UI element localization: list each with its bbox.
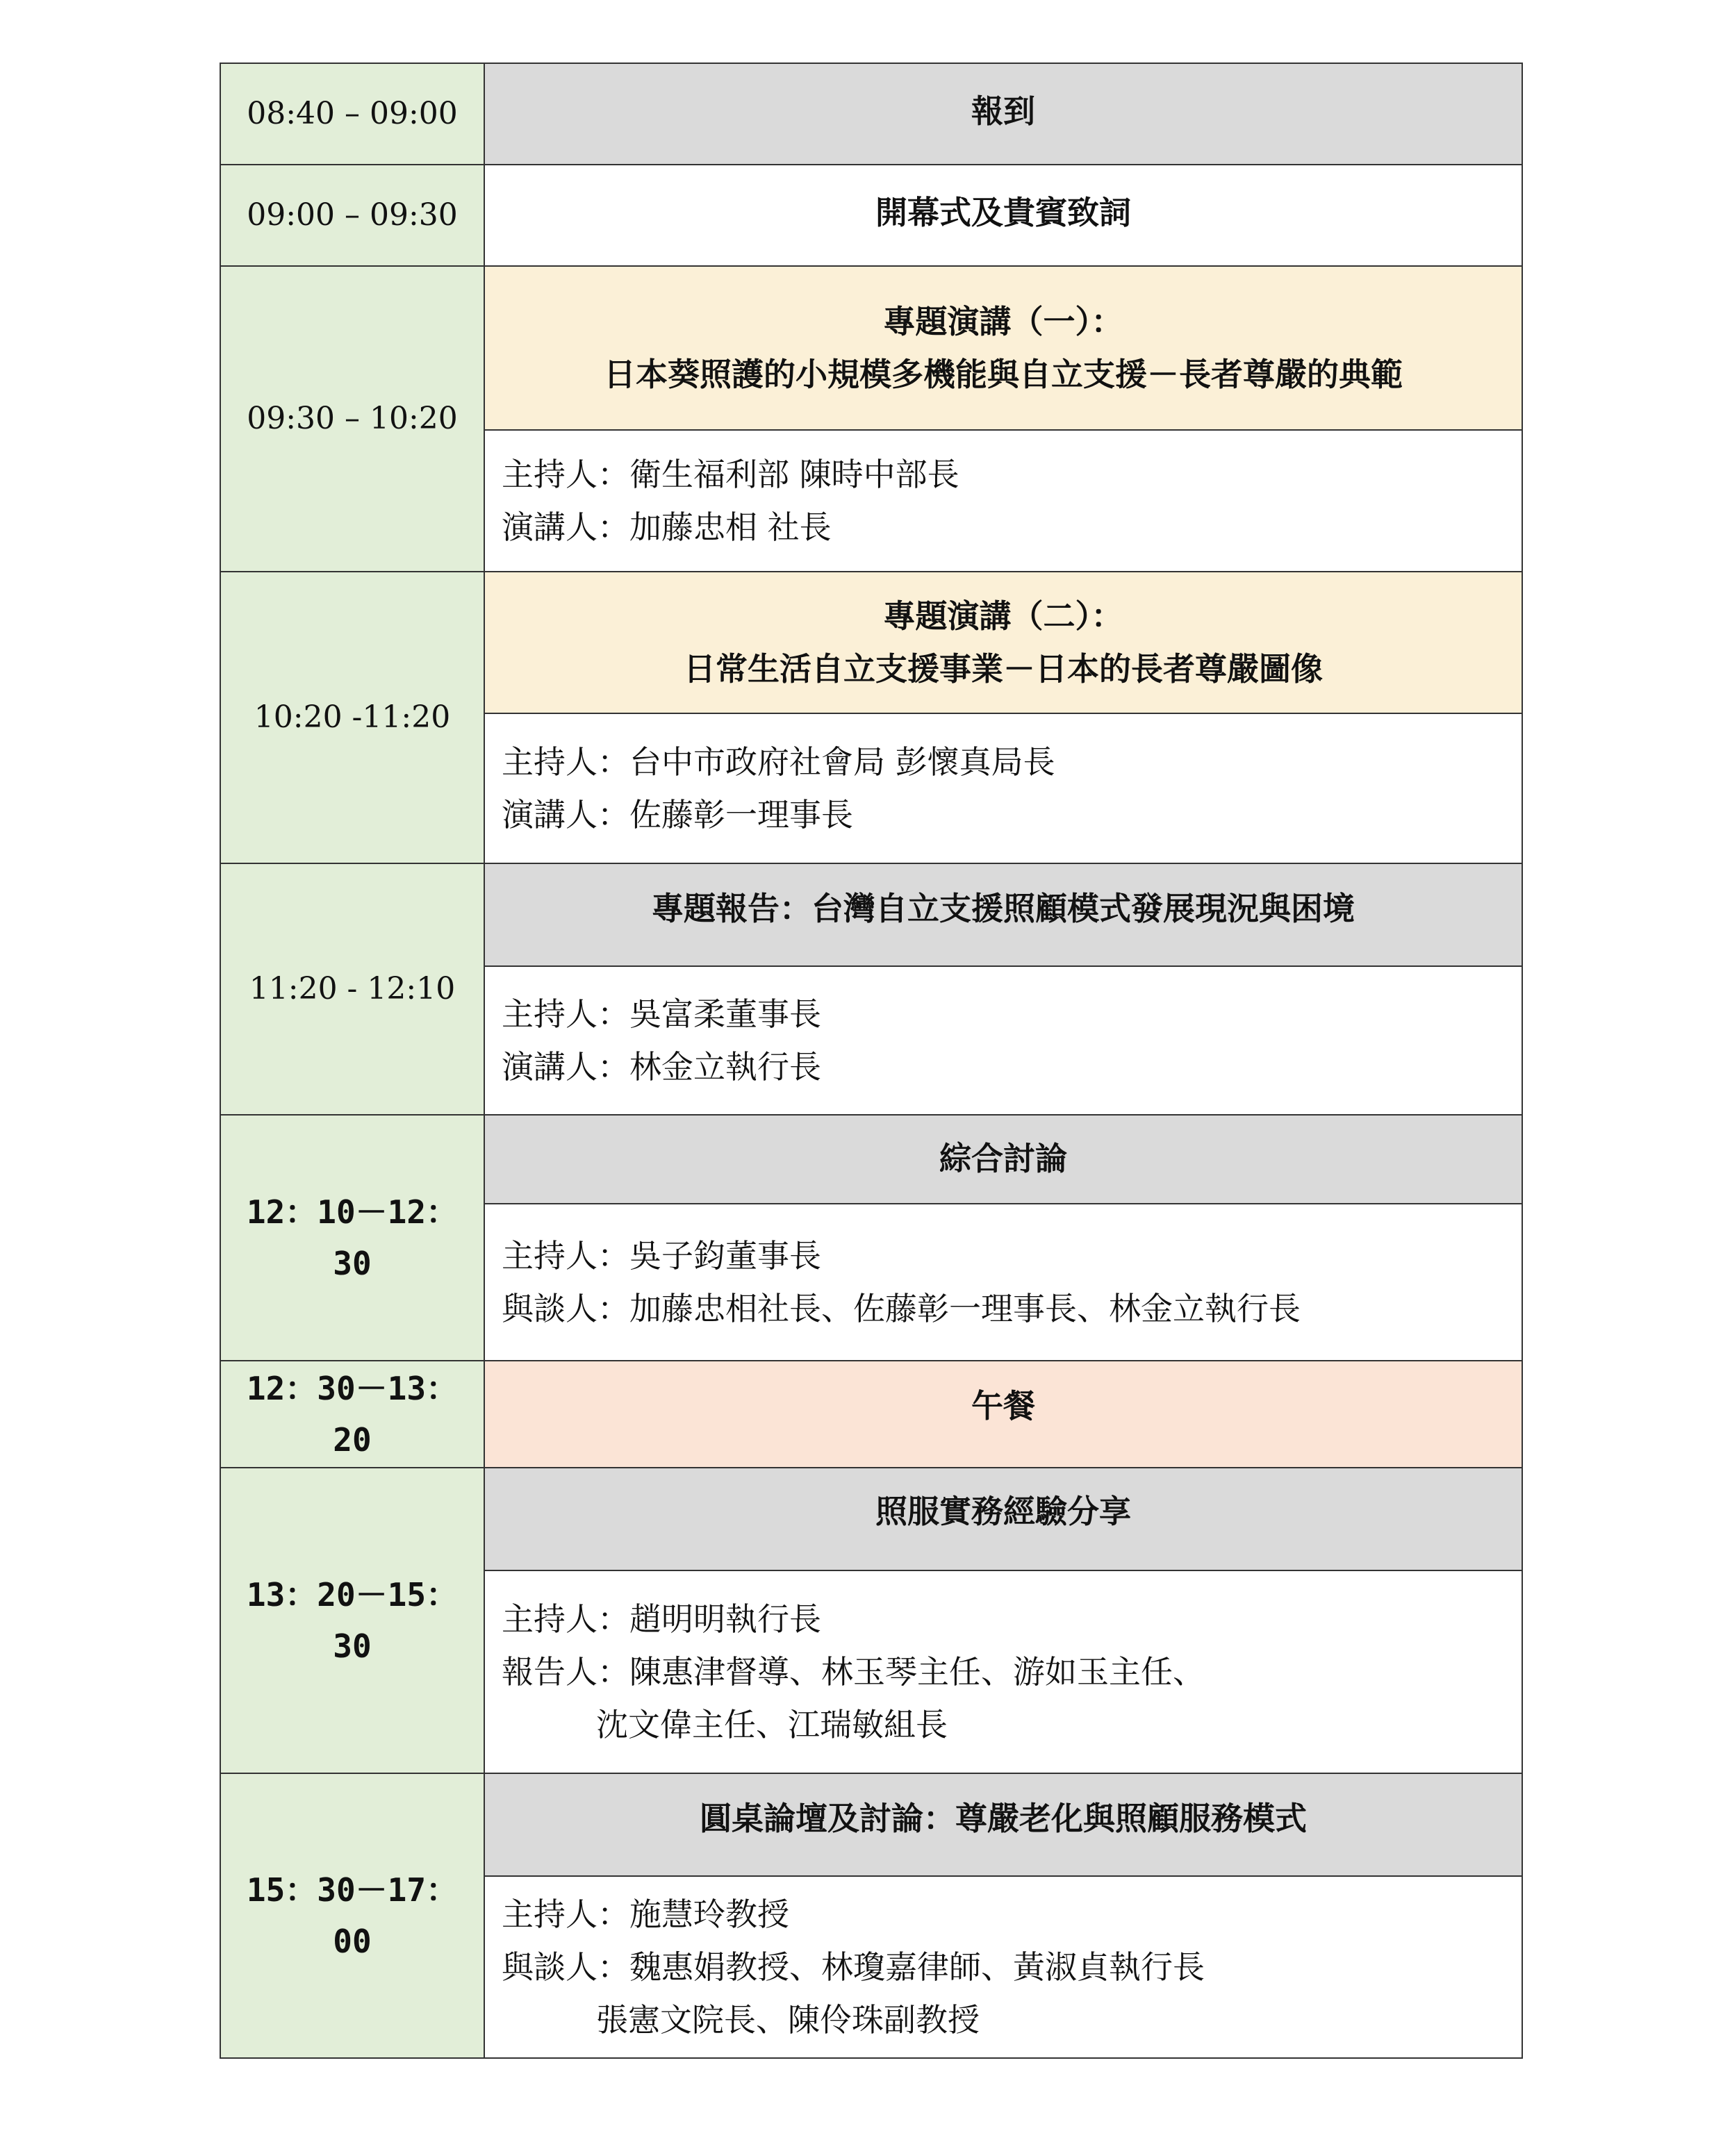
host-line: 主持人：吳富柔董事長 — [502, 995, 821, 1033]
time-line: 12：10－12： — [246, 1193, 459, 1231]
speaker-line: 演講人：加藤忠相 社長 — [502, 508, 832, 546]
agenda-row — [220, 572, 1522, 713]
agenda-row — [220, 63, 1522, 165]
agenda-row — [220, 863, 1522, 966]
session-detail — [484, 1876, 1522, 2058]
time-line: 13：20－15： — [246, 1576, 459, 1614]
time-cell: 09:00 – 09:30 — [220, 165, 484, 266]
session-detail — [484, 1204, 1522, 1361]
speaker-line: 演講人：佐藤彰一理事長 — [502, 796, 853, 834]
time-cell: 08:40 – 09:00 — [220, 63, 484, 165]
session-title-line: 專題演講（一）： — [883, 303, 1123, 340]
host-line: 主持人：吳子鈞董事長 — [502, 1237, 821, 1275]
agenda-table — [220, 63, 1523, 2059]
time-cell — [220, 1361, 484, 1468]
speaker-line: 演講人：林金立執行長 — [502, 1048, 821, 1086]
session-title: 綜合討論 — [484, 1115, 1522, 1204]
time-cell — [220, 1468, 484, 1773]
host-line: 主持人：台中市政府社會局 彭懷真局長 — [502, 743, 1055, 781]
agenda-row — [220, 1468, 1522, 1570]
agenda-row — [220, 165, 1522, 266]
speaker-line: 與談人：魏惠娟教授、林瓊嘉律師、黃淑貞執行長 — [502, 1948, 1205, 1986]
time-line: 12：30－13： — [246, 1370, 459, 1407]
time-line: 30 — [333, 1245, 372, 1282]
time-cell: 11:20 - 12:10 — [220, 863, 484, 1115]
session-title — [484, 266, 1522, 430]
time-line: 15：30－17： — [246, 1871, 459, 1909]
session-detail — [484, 1570, 1522, 1773]
agenda-row — [220, 1361, 1522, 1468]
speaker-line-cont: 沈文偉主任、江瑞敏組長 — [596, 1706, 948, 1743]
session-title-line: 專題演講（二）： — [883, 597, 1123, 635]
session-title: 照服實務經驗分享 — [484, 1468, 1522, 1570]
time-cell — [220, 1773, 484, 2058]
session-title-line: 日常生活自立支援事業－日本的長者尊嚴圖像 — [684, 650, 1323, 688]
time-cell — [220, 1115, 484, 1361]
time-cell: 09:30 – 10:20 — [220, 266, 484, 572]
speaker-line: 報告人：陳惠津督導、林玉琴主任、游如玉主任、 — [502, 1653, 1205, 1691]
agenda-row — [220, 1773, 1522, 1876]
speaker-line-cont: 張憲文院長、陳伶珠副教授 — [596, 2001, 980, 2039]
session-title-line: 日本葵照護的小規模多機能與自立支援－長者尊嚴的典範 — [604, 356, 1403, 393]
session-title: 午餐 — [484, 1361, 1522, 1468]
session-title: 專題報告：台灣自立支援照顧模式發展現況與困境 — [484, 863, 1522, 966]
agenda-row — [220, 1115, 1522, 1204]
host-line: 主持人：施慧玲教授 — [502, 1896, 789, 1933]
host-line: 主持人：衛生福利部 陳時中部長 — [502, 456, 959, 493]
time-line: 30 — [333, 1627, 372, 1665]
speaker-line: 與談人：加藤忠相社長、佐藤彰一理事長、林金立執行長 — [502, 1290, 1301, 1327]
session-title: 開幕式及貴賓致詞 — [484, 165, 1522, 266]
session-detail — [484, 713, 1522, 863]
session-detail — [484, 430, 1522, 572]
session-title: 圓桌論壇及討論：尊嚴老化與照顧服務模式 — [484, 1773, 1522, 1876]
host-line: 主持人：趙明明執行長 — [502, 1600, 821, 1638]
time-line: 00 — [333, 1923, 372, 1960]
time-cell: 10:20 -11:20 — [220, 572, 484, 863]
session-title — [484, 572, 1522, 713]
time-line: 20 — [333, 1421, 372, 1459]
session-detail — [484, 966, 1522, 1115]
agenda-row — [220, 266, 1522, 430]
session-title: 報到 — [484, 63, 1522, 165]
